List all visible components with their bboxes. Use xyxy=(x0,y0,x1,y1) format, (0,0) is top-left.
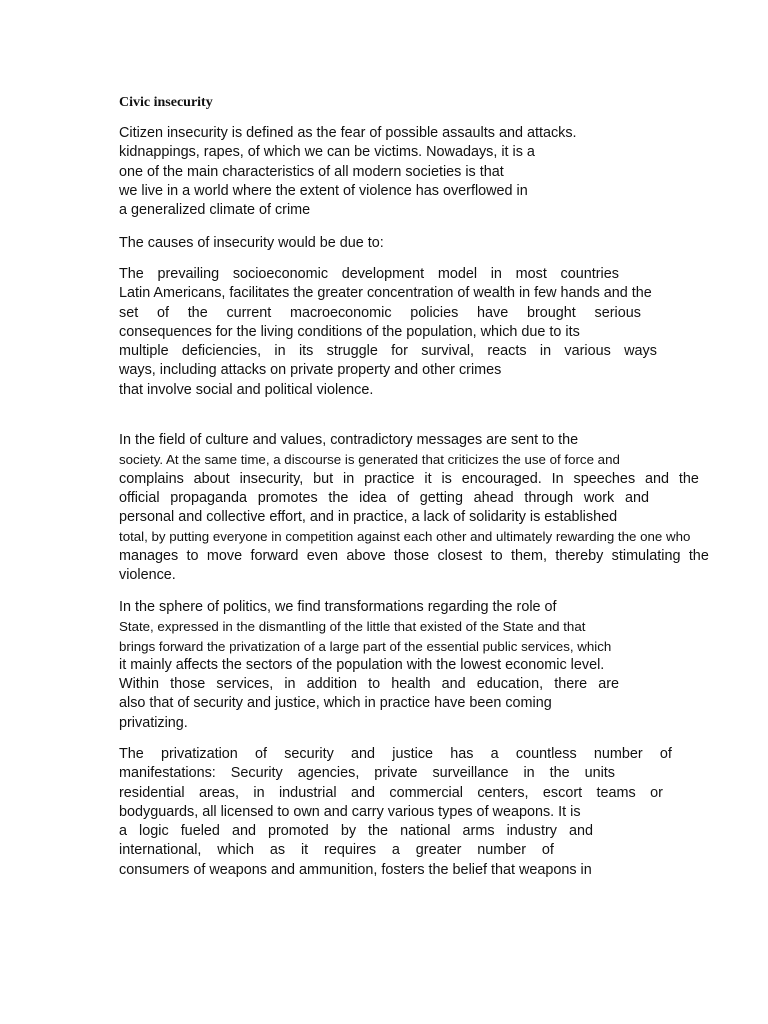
word: and xyxy=(441,676,466,693)
word: a xyxy=(391,842,400,859)
word: education, xyxy=(476,676,544,693)
word: ahead xyxy=(473,489,514,506)
paragraph-3-line-3 xyxy=(119,304,641,323)
word: survival, xyxy=(421,343,475,360)
word: health xyxy=(391,676,431,693)
word: forward xyxy=(250,547,299,564)
word: manages xyxy=(119,547,179,564)
word: the xyxy=(328,489,349,506)
word: countries xyxy=(560,266,619,282)
paragraph-6-line-2 xyxy=(119,764,615,783)
word: there xyxy=(554,676,588,693)
word: centers, xyxy=(477,784,529,801)
word: work xyxy=(583,489,615,506)
word: justice xyxy=(392,746,434,762)
word: in xyxy=(523,765,535,782)
word: model xyxy=(437,266,478,282)
word: it xyxy=(424,470,432,487)
word: macroeconomic xyxy=(289,304,392,321)
word: The xyxy=(119,266,144,282)
word: insecurity, xyxy=(239,470,304,487)
word: current xyxy=(226,304,272,321)
paragraph-6-line-6 xyxy=(119,841,554,860)
word: surveillance xyxy=(432,765,509,782)
word: prevailing xyxy=(157,266,220,282)
word: various xyxy=(564,343,611,360)
word: through xyxy=(524,489,574,506)
word: brought xyxy=(526,304,576,321)
word: escort xyxy=(542,784,583,801)
paragraph-1-line-4: we live in a world where the extent of violence has overflowed in xyxy=(119,182,528,199)
word: for xyxy=(391,343,408,360)
paragraph-5-line-7: privatizing. xyxy=(119,714,188,731)
paragraph-1-line-2: kidnappings, rapes, of which we can be victims. Nowadays, it is a xyxy=(119,144,535,161)
word: even xyxy=(306,547,339,564)
word: and xyxy=(645,470,670,487)
word: private xyxy=(374,765,418,782)
word: and xyxy=(350,784,375,801)
paragraph-5-line-3: brings forward the privatization of a large part of the essential public services, which xyxy=(119,638,612,654)
paragraph-5-line-6: also that of security and justice, which in practice have been coming xyxy=(119,695,552,712)
word: number xyxy=(593,746,643,762)
paragraph-4-line-7 xyxy=(119,547,709,566)
word: as xyxy=(269,842,286,859)
word: promotes xyxy=(257,489,318,506)
word: above xyxy=(346,547,386,564)
word: complains xyxy=(119,470,184,487)
paragraph-4-line-1: In the field of culture and values, contradictory messages are sent to the xyxy=(119,432,579,448)
word: struggle xyxy=(326,343,378,360)
word: agencies, xyxy=(297,765,360,782)
paragraph-5-line-1: In the sphere of politics, we find transformations regarding the role of xyxy=(119,599,557,615)
paragraph-4-line-5: personal and collective effort, and in practice, a lack of solidarity is established xyxy=(119,509,618,526)
word: in xyxy=(284,676,296,693)
paragraph-4-line-6: total, by putting everyone in competition against each other and ultimately rewarding the one who xyxy=(119,529,691,545)
word: units xyxy=(584,765,615,782)
word: serious xyxy=(594,304,641,321)
word: encouraged. xyxy=(461,470,542,487)
word: it xyxy=(300,842,309,859)
word: in xyxy=(490,266,502,282)
word: security xyxy=(284,746,334,762)
word: the xyxy=(187,304,208,321)
word: stimulating xyxy=(611,547,681,564)
word: in xyxy=(539,343,552,360)
word: industrial xyxy=(278,784,337,801)
paragraph-6-line-5 xyxy=(119,822,593,841)
word: industry xyxy=(506,823,557,840)
word: and xyxy=(231,823,256,840)
word: of xyxy=(659,746,672,762)
paragraph-5-line-5 xyxy=(119,675,619,694)
word: have xyxy=(477,304,509,321)
paragraph-1-line-3: one of the main characteristics of all modern societies is that xyxy=(119,163,504,180)
paragraph-3-line-5 xyxy=(119,342,657,361)
word: to xyxy=(368,676,381,693)
word: most xyxy=(515,266,547,282)
word: practice xyxy=(364,470,415,487)
word: areas, xyxy=(199,784,239,801)
word: The xyxy=(119,746,144,762)
word: countless xyxy=(515,746,577,762)
word: official xyxy=(119,489,160,506)
word: of xyxy=(541,842,554,859)
paragraph-1 xyxy=(119,124,617,220)
word: to xyxy=(490,547,503,564)
word: in xyxy=(274,343,286,360)
paragraph-6-line-3 xyxy=(119,784,663,803)
word: of xyxy=(156,304,169,321)
word: a xyxy=(119,823,128,840)
paragraph-3-line-4: consequences for the living conditions of the population, which due to its xyxy=(119,323,580,340)
word: logic xyxy=(139,823,169,840)
paragraph-6-line-1 xyxy=(119,745,672,764)
word: propaganda xyxy=(170,489,248,506)
word: to xyxy=(186,547,199,564)
paragraph-5-line-2: State, expressed in the dismantling of the little that existed of the State and that xyxy=(119,619,586,635)
word: ways xyxy=(624,343,657,360)
word: getting xyxy=(419,489,463,506)
word: but xyxy=(313,470,334,487)
paragraph-3-line-7: that involve social and political violence. xyxy=(119,381,374,398)
paragraph-4 xyxy=(119,431,711,585)
word: them, xyxy=(510,547,547,564)
word: international, xyxy=(119,842,202,859)
word: manifestations: xyxy=(119,765,216,782)
word: the xyxy=(549,765,570,782)
paragraph-2 xyxy=(119,234,384,253)
word: requires xyxy=(324,842,377,859)
word: and xyxy=(568,823,593,840)
word: of xyxy=(397,489,410,506)
paragraph-3 xyxy=(119,265,685,400)
paragraph-1-line-5: a generalized climate of crime xyxy=(119,202,311,219)
word: deficiencies, xyxy=(181,343,262,360)
word: greater xyxy=(415,842,462,859)
word: the xyxy=(368,823,389,840)
word: addition xyxy=(306,676,358,693)
word: and xyxy=(624,489,649,506)
paragraph-3-line-2: Latin Americans, facilitates the greater concentration of wealth in few hands and the xyxy=(119,285,652,302)
word: promoted xyxy=(267,823,329,840)
word: In xyxy=(551,470,564,487)
word: national xyxy=(400,823,451,840)
paragraph-4-line-2: society. At the same time, a discourse is generated that criticizes the use of force and xyxy=(119,452,620,468)
word: move xyxy=(206,547,243,564)
word: has xyxy=(450,746,474,762)
word: closest xyxy=(437,547,483,564)
paragraph-6-line-4: bodyguards, all licensed to own and carry various types of weapons. It is xyxy=(119,803,581,820)
word: or xyxy=(650,784,663,801)
paragraph-6-line-7: consumers of weapons and ammunition, fosters the belief that weapons in xyxy=(119,861,592,878)
word: Security xyxy=(230,765,283,782)
word: privatization xyxy=(161,746,238,762)
word: by xyxy=(340,823,357,840)
word: of xyxy=(255,746,268,762)
word: arms xyxy=(462,823,495,840)
word: idea xyxy=(359,489,387,506)
word: residential xyxy=(119,784,185,801)
word: its xyxy=(298,343,314,360)
paragraph-6 xyxy=(119,745,673,880)
word: is xyxy=(441,470,452,487)
word: which xyxy=(217,842,255,859)
word: socioeconomic xyxy=(232,266,329,282)
word: multiple xyxy=(119,343,169,360)
paragraph-2-line-1: The causes of insecurity would be due to: xyxy=(119,235,384,251)
word: number xyxy=(477,842,527,859)
paragraph-3-line-6: ways, including attacks on private property and other crimes xyxy=(119,362,502,379)
word: development xyxy=(341,266,425,282)
word: commercial xyxy=(389,784,463,801)
paragraph-1-line-1: Citizen insecurity is defined as the fear of possible assaults and attacks. xyxy=(119,125,577,141)
document-title: Civic insecurity xyxy=(119,95,213,110)
word: services, xyxy=(216,676,274,693)
word: in xyxy=(253,784,265,801)
word: thereby xyxy=(555,547,604,564)
word: reacts xyxy=(487,343,527,360)
word: are xyxy=(598,676,619,693)
word: policies xyxy=(410,304,459,321)
paragraph-5-line-4: it mainly affects the sectors of the population with the lowest economic level. xyxy=(119,656,605,673)
paragraph-5 xyxy=(119,598,685,733)
word: set xyxy=(119,304,139,321)
word: Within xyxy=(119,676,159,693)
word: a xyxy=(490,746,499,762)
word: those xyxy=(393,547,430,564)
word: and xyxy=(351,746,376,762)
word: fueled xyxy=(180,823,220,840)
word: in xyxy=(343,470,355,487)
paragraph-3-line-1 xyxy=(119,265,619,284)
word: the xyxy=(678,470,699,487)
word: those xyxy=(170,676,206,693)
word: teams xyxy=(596,784,636,801)
paragraph-4-line-8: violence. xyxy=(119,567,176,584)
word: speeches xyxy=(573,470,636,487)
word: about xyxy=(193,470,230,487)
word: the xyxy=(688,547,709,564)
paragraph-4-line-3 xyxy=(119,470,699,489)
paragraph-4-line-4 xyxy=(119,489,649,508)
